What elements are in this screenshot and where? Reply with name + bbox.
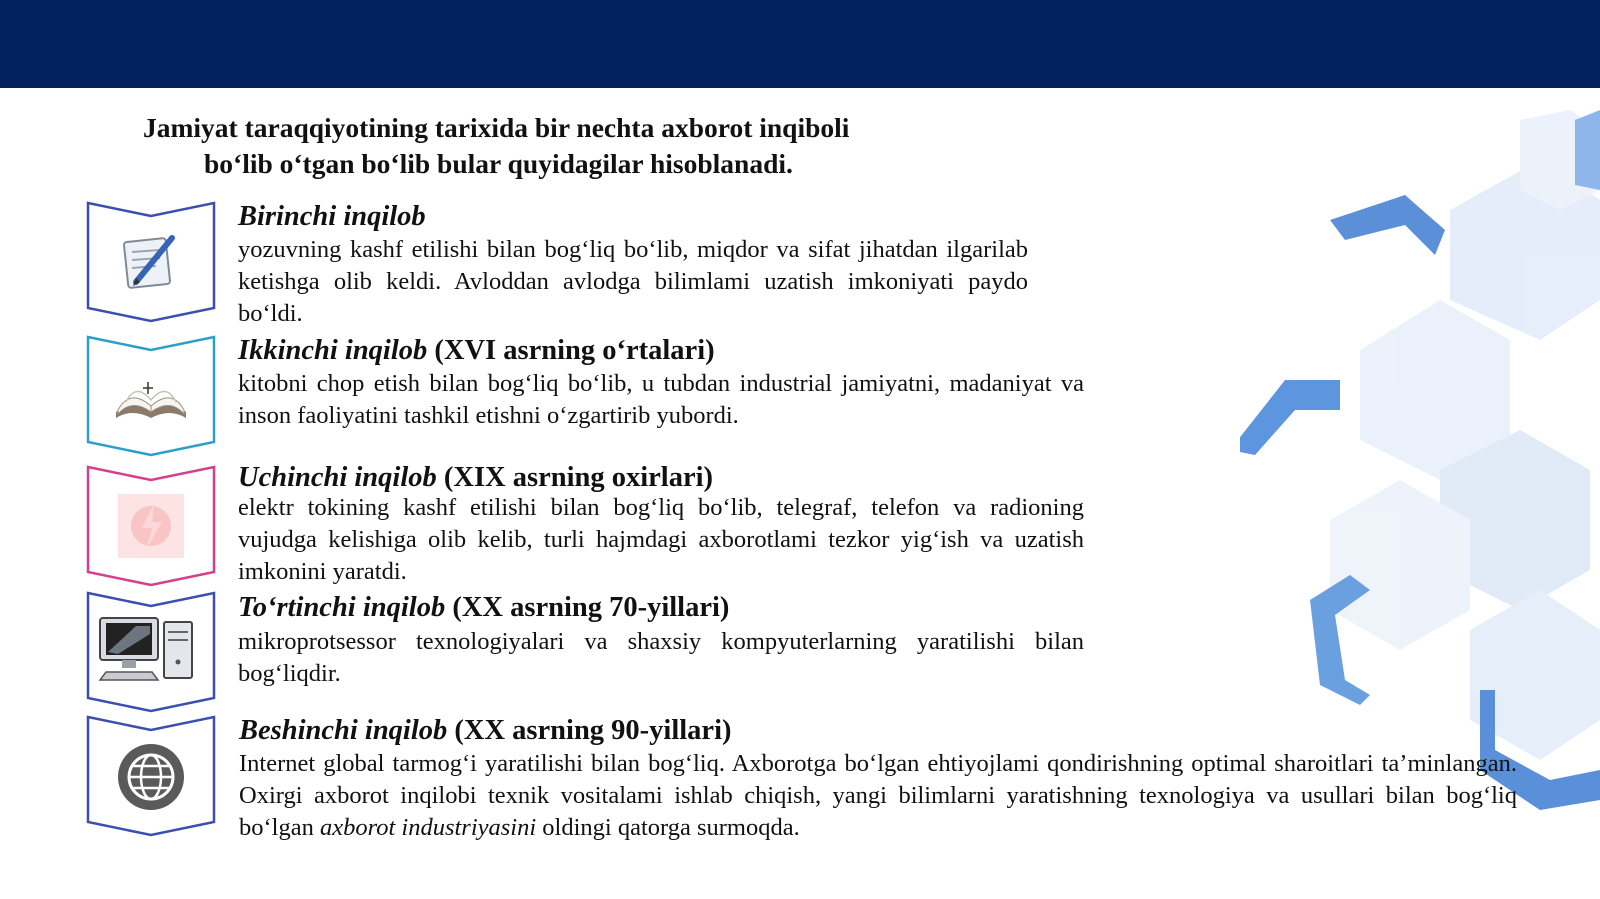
item-2-text [238, 334, 1084, 432]
item-3-title: Uchinchi inqilob (XIX asrning oxirlari) [238, 462, 714, 493]
item-1-description: yozuvning kashf etilishi bilan bog‘liq bo‘lib, miqdor va sifat jihatdan ilgarilab ketishga olib keldi. Avloddan avlodga bilimlami uzatish imkoniyati paydo bo‘ldi. [238, 236, 1028, 327]
item-5-text [239, 714, 1517, 844]
item-4-title: To‘rtinchi inqilob (XX asrning 70-yillari) [238, 592, 730, 623]
electric-spark-icon [112, 492, 190, 560]
item-2-description: kitobni chop etish bilan bog‘liq bo‘lib, u tubdan industrial jamiyatni, madaniyat va inson faoliyatini tashkil etishni o‘zgartirib yubordi. [238, 370, 1084, 429]
open-book-icon [112, 360, 190, 428]
heading-line-2: bo‘lib o‘tgan bo‘lib bular quyidagilar hisoblanadi. [204, 148, 793, 179]
item-2-title: Ikkinchi inqilob (XVI asrning o‘rtalari) [238, 335, 715, 366]
desktop-computer-icon [96, 614, 200, 682]
item-4-description: mikroprotsessor texnologiyalari va shaxsiy kompyuterlarning yaratilishi bilan bog‘liqdir. [238, 628, 1084, 687]
heading-line-1: Jamiyat taraqqiyotining tarixida bir nechta axborot inqiboli [143, 112, 850, 143]
item-3-description: elektr tokining kashf etilishi bilan bog‘liq bo‘lib, telegraf, telefon va radioning vujudga kelishiga olib kelib, turli hajmdagi axborotlami tezkor yig‘ish va uzatish imkonini yaratdi. [238, 494, 1084, 585]
globe-icon [112, 742, 190, 810]
slide-heading [143, 110, 943, 182]
axborot-industriyasini-emphasis: axborot industriyasini [319, 814, 537, 841]
item-4-text [238, 590, 1084, 690]
item-5-description: Internet global tarmog‘i yaratilishi bilan bog‘liq. Axborotga bo‘lgan ehtiyojlami qondirishning optimal sharoitlari ta’minlangan. Oxirgi axborot inqilobi texnik vositalami ishlab chiqish, yangi bilimlarni yaratishning texnologiya va usullari bilan bog‘liq bo‘lgan axborot industriyasini oldingi qatorga surmoqda. [239, 750, 1517, 841]
item-1-title: Birinchi inqilob [238, 201, 426, 232]
item-5-title: Beshinchi inqilob (XX asrning 90-yillari) [239, 715, 732, 746]
top-header-bar [0, 0, 1600, 88]
notepad-pencil-icon [112, 228, 190, 296]
item-3-text [238, 464, 1084, 588]
item-1-text [238, 200, 1028, 330]
